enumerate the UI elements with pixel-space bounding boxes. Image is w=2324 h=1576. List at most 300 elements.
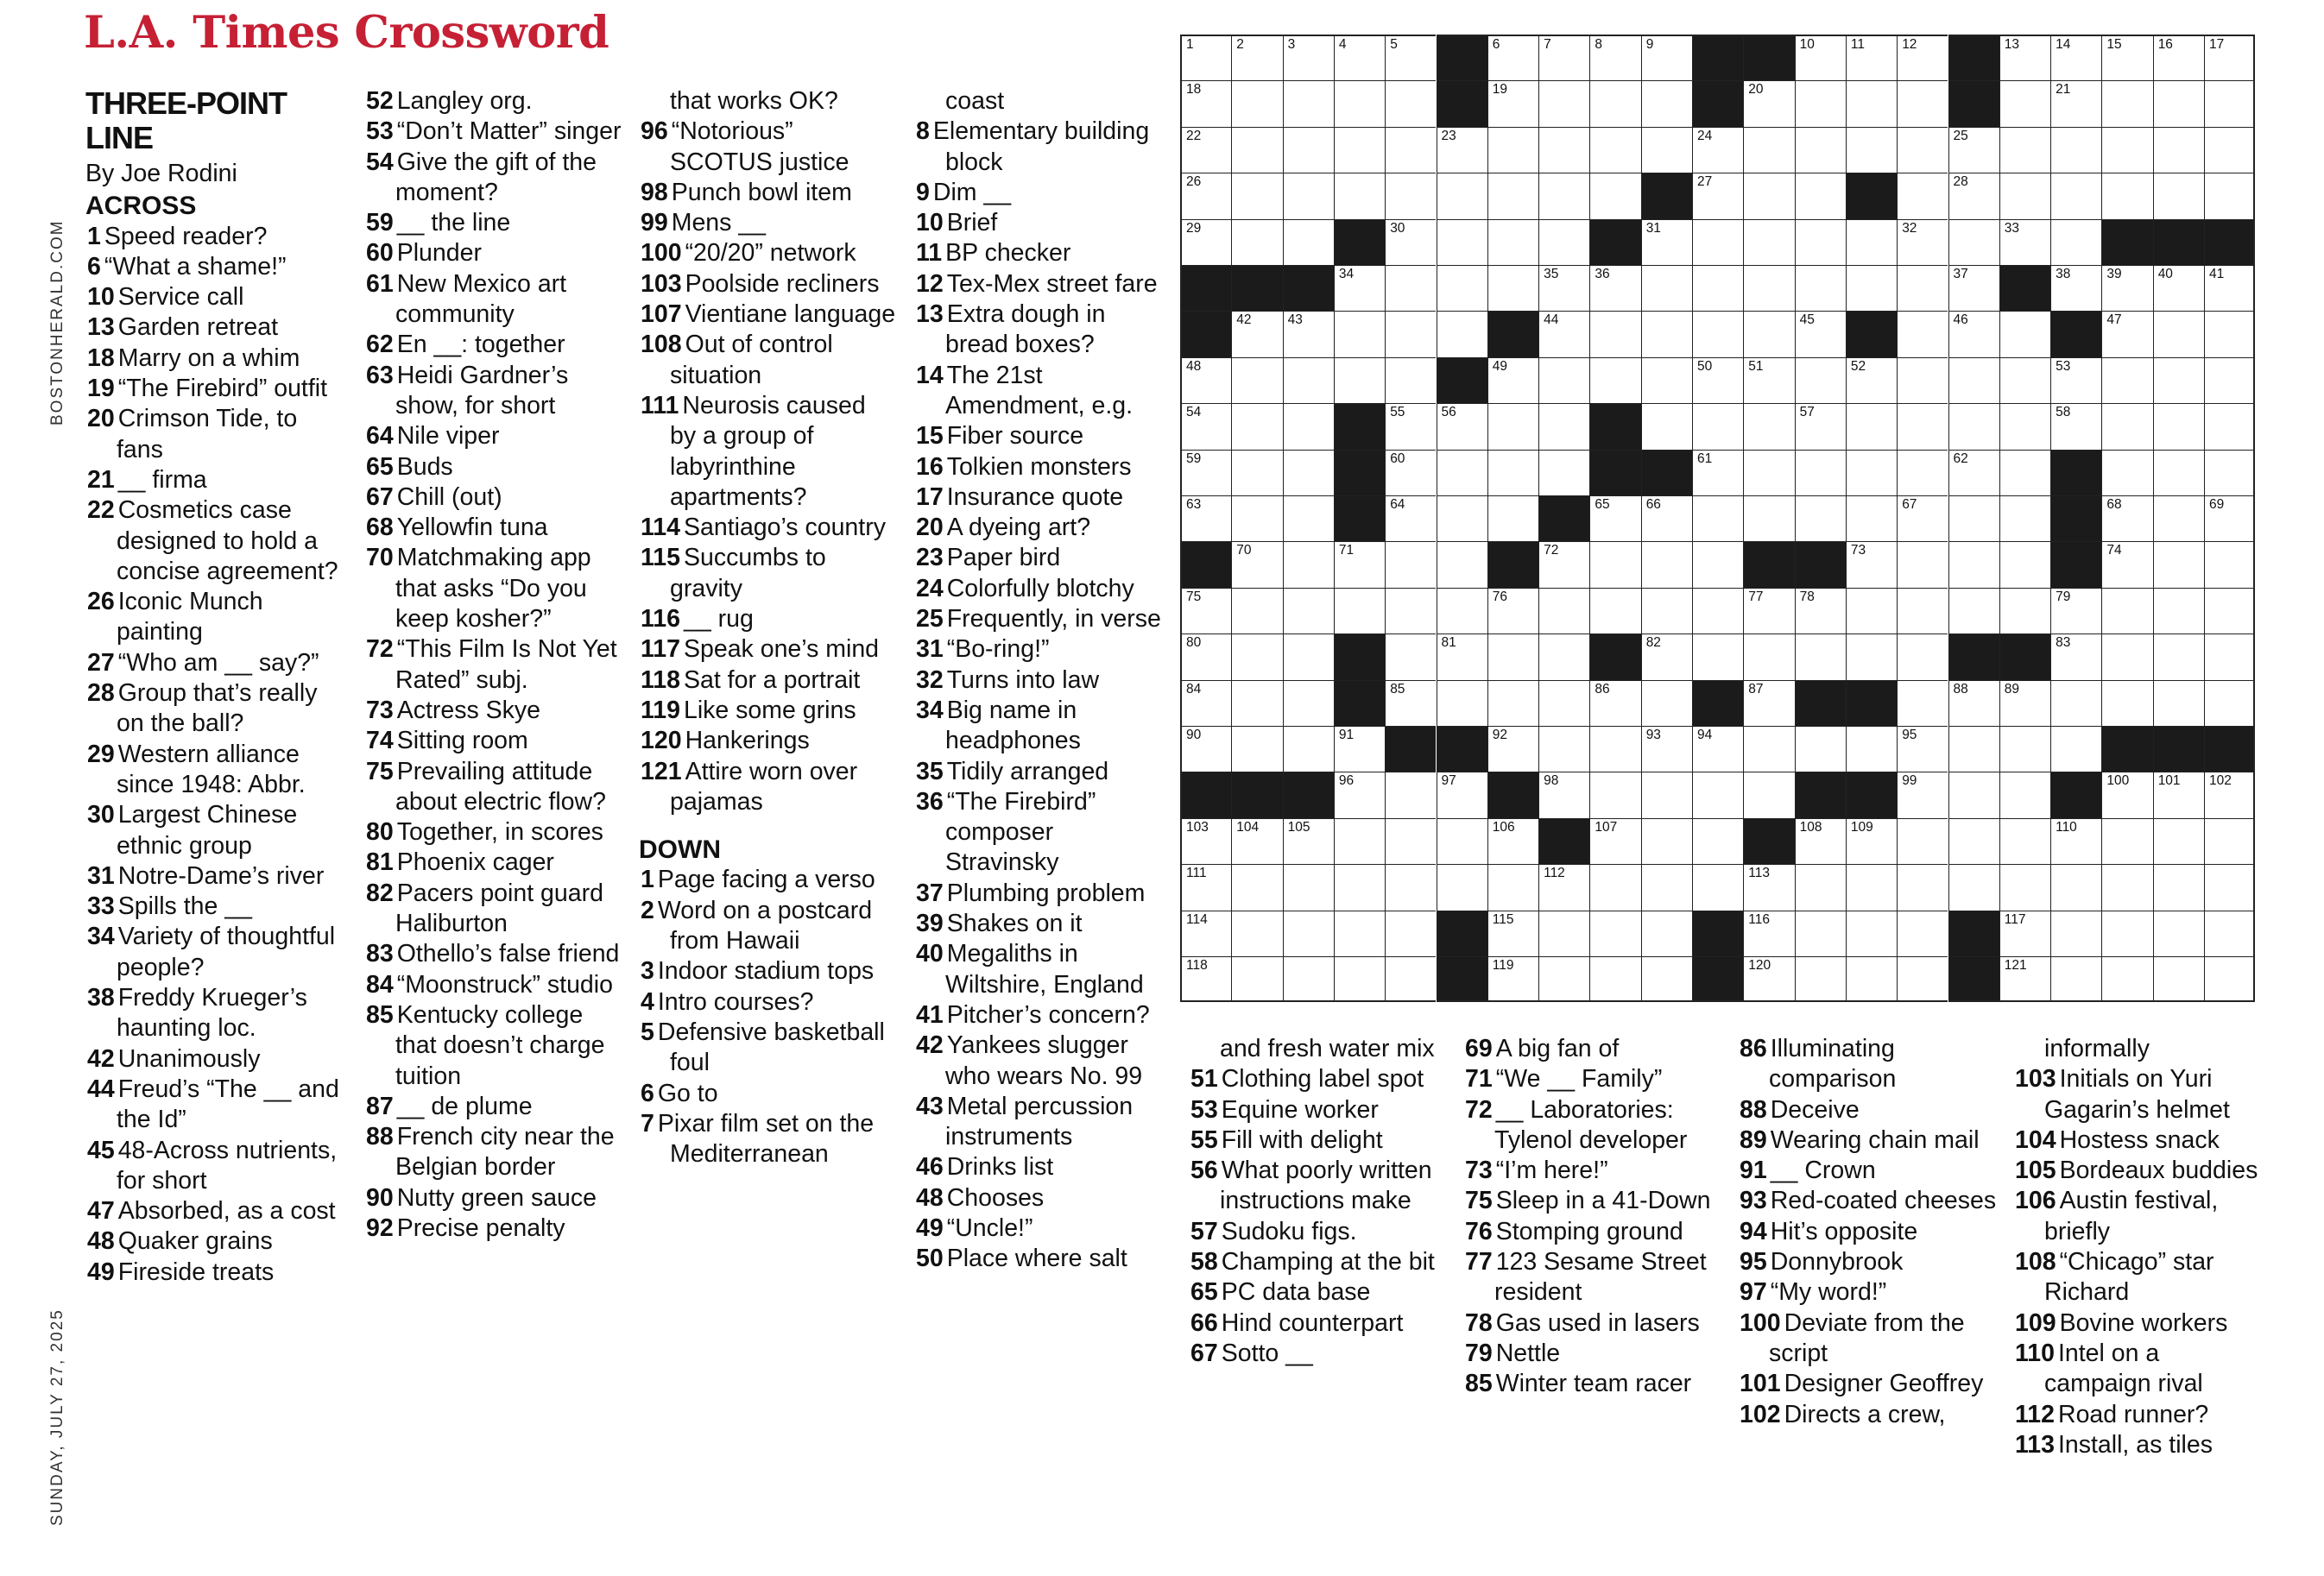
grid-cell[interactable] bbox=[1846, 35, 1897, 80]
grid-cell[interactable] bbox=[1538, 450, 1589, 495]
grid-cell[interactable] bbox=[1641, 357, 1692, 403]
grid-cell[interactable] bbox=[1743, 911, 1794, 956]
grid-cell[interactable] bbox=[1897, 450, 1948, 495]
grid-cell[interactable] bbox=[1589, 35, 1640, 80]
grid-cell[interactable] bbox=[1334, 265, 1385, 311]
grid-cell[interactable] bbox=[2204, 127, 2255, 173]
grid-cell[interactable] bbox=[1334, 173, 1385, 218]
grid-cell[interactable] bbox=[1487, 588, 1538, 634]
grid-cell[interactable] bbox=[2153, 956, 2204, 1002]
grid-cell[interactable] bbox=[1897, 680, 1948, 726]
grid-cell[interactable] bbox=[1692, 450, 1743, 495]
grid-cell[interactable] bbox=[1846, 634, 1897, 679]
grid-cell[interactable] bbox=[1641, 403, 1692, 449]
grid-cell[interactable] bbox=[1283, 219, 1334, 265]
grid-cell[interactable] bbox=[1948, 495, 1999, 541]
grid-cell[interactable] bbox=[1283, 864, 1334, 910]
grid-cell[interactable] bbox=[2204, 541, 2255, 587]
grid-cell[interactable] bbox=[1231, 634, 1282, 679]
grid-cell[interactable] bbox=[1538, 956, 1589, 1002]
grid-cell[interactable] bbox=[1437, 588, 1487, 634]
grid-cell[interactable] bbox=[1692, 588, 1743, 634]
grid-cell[interactable] bbox=[1385, 265, 1436, 311]
grid-cell[interactable] bbox=[1589, 680, 1640, 726]
grid-cell[interactable] bbox=[1231, 357, 1282, 403]
grid-cell[interactable] bbox=[1795, 173, 1846, 218]
grid-cell[interactable] bbox=[1231, 35, 1282, 80]
grid-cell[interactable] bbox=[1795, 219, 1846, 265]
grid-cell[interactable] bbox=[1437, 450, 1487, 495]
grid-cell[interactable] bbox=[2101, 772, 2152, 817]
grid-cell[interactable] bbox=[1180, 80, 1231, 126]
grid-cell[interactable] bbox=[1999, 403, 2050, 449]
grid-cell[interactable] bbox=[1846, 219, 1897, 265]
grid-cell[interactable] bbox=[1180, 726, 1231, 772]
grid-cell[interactable] bbox=[1538, 864, 1589, 910]
grid-cell[interactable] bbox=[1231, 311, 1282, 356]
grid-cell[interactable] bbox=[2101, 357, 2152, 403]
grid-cell[interactable] bbox=[1334, 357, 1385, 403]
grid-cell[interactable] bbox=[1743, 80, 1794, 126]
grid-cell[interactable] bbox=[1538, 35, 1589, 80]
grid-cell[interactable] bbox=[1743, 956, 1794, 1002]
grid-cell[interactable] bbox=[1487, 403, 1538, 449]
grid-cell[interactable] bbox=[1487, 450, 1538, 495]
grid-cell[interactable] bbox=[1999, 588, 2050, 634]
grid-cell[interactable] bbox=[1180, 35, 1231, 80]
grid-cell[interactable] bbox=[1641, 495, 1692, 541]
grid-cell[interactable] bbox=[1231, 450, 1282, 495]
grid-cell[interactable] bbox=[1487, 911, 1538, 956]
grid-cell[interactable] bbox=[1385, 35, 1436, 80]
grid-cell[interactable] bbox=[1283, 911, 1334, 956]
grid-cell[interactable] bbox=[1538, 173, 1589, 218]
grid-cell[interactable] bbox=[1538, 265, 1589, 311]
grid-cell[interactable] bbox=[1385, 450, 1436, 495]
grid-cell[interactable] bbox=[2204, 634, 2255, 679]
grid-cell[interactable] bbox=[1795, 495, 1846, 541]
grid-cell[interactable] bbox=[1999, 127, 2050, 173]
grid-cell[interactable] bbox=[1334, 772, 1385, 817]
grid-cell[interactable] bbox=[2204, 911, 2255, 956]
grid-cell[interactable] bbox=[1795, 956, 1846, 1002]
grid-cell[interactable] bbox=[1641, 680, 1692, 726]
grid-cell[interactable] bbox=[1334, 864, 1385, 910]
grid-cell[interactable] bbox=[1589, 265, 1640, 311]
grid-cell[interactable] bbox=[1846, 956, 1897, 1002]
grid-cell[interactable] bbox=[2101, 680, 2152, 726]
grid-cell[interactable] bbox=[1692, 219, 1743, 265]
grid-cell[interactable] bbox=[1897, 634, 1948, 679]
grid-cell[interactable] bbox=[1897, 127, 1948, 173]
grid-cell[interactable] bbox=[2153, 680, 2204, 726]
grid-cell[interactable] bbox=[1487, 818, 1538, 864]
grid-cell[interactable] bbox=[2050, 403, 2101, 449]
grid-cell[interactable] bbox=[1743, 173, 1794, 218]
grid-cell[interactable] bbox=[1897, 772, 1948, 817]
grid-cell[interactable] bbox=[1437, 680, 1487, 726]
grid-cell[interactable] bbox=[1795, 403, 1846, 449]
grid-cell[interactable] bbox=[1283, 588, 1334, 634]
grid-cell[interactable] bbox=[1538, 911, 1589, 956]
grid-cell[interactable] bbox=[2101, 35, 2152, 80]
grid-cell[interactable] bbox=[1692, 495, 1743, 541]
grid-cell[interactable] bbox=[2153, 495, 2204, 541]
grid-cell[interactable] bbox=[1999, 864, 2050, 910]
grid-cell[interactable] bbox=[1692, 634, 1743, 679]
grid-cell[interactable] bbox=[2204, 403, 2255, 449]
grid-cell[interactable] bbox=[1897, 35, 1948, 80]
grid-cell[interactable] bbox=[1692, 127, 1743, 173]
grid-cell[interactable] bbox=[1795, 127, 1846, 173]
grid-cell[interactable] bbox=[1897, 265, 1948, 311]
grid-cell[interactable] bbox=[1948, 219, 1999, 265]
grid-cell[interactable] bbox=[1795, 311, 1846, 356]
grid-cell[interactable] bbox=[1692, 864, 1743, 910]
grid-cell[interactable] bbox=[1487, 864, 1538, 910]
grid-cell[interactable] bbox=[1180, 818, 1231, 864]
grid-cell[interactable] bbox=[1385, 173, 1436, 218]
grid-cell[interactable] bbox=[2101, 818, 2152, 864]
grid-cell[interactable] bbox=[1487, 173, 1538, 218]
grid-cell[interactable] bbox=[2101, 588, 2152, 634]
grid-cell[interactable] bbox=[1795, 634, 1846, 679]
grid-cell[interactable] bbox=[1231, 818, 1282, 864]
grid-cell[interactable] bbox=[1999, 818, 2050, 864]
grid-cell[interactable] bbox=[1385, 127, 1436, 173]
grid-cell[interactable] bbox=[1743, 588, 1794, 634]
grid-cell[interactable] bbox=[2050, 911, 2101, 956]
grid-cell[interactable] bbox=[2153, 450, 2204, 495]
grid-cell[interactable] bbox=[1231, 864, 1282, 910]
grid-cell[interactable] bbox=[1692, 403, 1743, 449]
grid-cell[interactable] bbox=[1180, 588, 1231, 634]
grid-cell[interactable] bbox=[1641, 956, 1692, 1002]
grid-cell[interactable] bbox=[2050, 680, 2101, 726]
grid-cell[interactable] bbox=[1846, 80, 1897, 126]
grid-cell[interactable] bbox=[1589, 726, 1640, 772]
grid-cell[interactable] bbox=[1692, 818, 1743, 864]
grid-cell[interactable] bbox=[1487, 680, 1538, 726]
grid-cell[interactable] bbox=[1283, 403, 1334, 449]
grid-cell[interactable] bbox=[1846, 495, 1897, 541]
grid-cell[interactable] bbox=[1948, 311, 1999, 356]
grid-cell[interactable] bbox=[1487, 495, 1538, 541]
grid-cell[interactable] bbox=[1385, 634, 1436, 679]
grid-cell[interactable] bbox=[1846, 450, 1897, 495]
grid-cell[interactable] bbox=[1385, 403, 1436, 449]
grid-cell[interactable] bbox=[1231, 726, 1282, 772]
grid-cell[interactable] bbox=[1948, 403, 1999, 449]
grid-cell[interactable] bbox=[1231, 127, 1282, 173]
grid-cell[interactable] bbox=[1283, 495, 1334, 541]
grid-cell[interactable] bbox=[2101, 956, 2152, 1002]
grid-cell[interactable] bbox=[1385, 818, 1436, 864]
grid-cell[interactable] bbox=[2101, 403, 2152, 449]
grid-cell[interactable] bbox=[1283, 35, 1334, 80]
grid-cell[interactable] bbox=[2153, 911, 2204, 956]
grid-cell[interactable] bbox=[2101, 173, 2152, 218]
grid-cell[interactable] bbox=[2050, 35, 2101, 80]
grid-cell[interactable] bbox=[2050, 127, 2101, 173]
grid-cell[interactable] bbox=[1283, 726, 1334, 772]
grid-cell[interactable] bbox=[1846, 911, 1897, 956]
grid-cell[interactable] bbox=[1897, 726, 1948, 772]
grid-cell[interactable] bbox=[1231, 80, 1282, 126]
grid-cell[interactable] bbox=[1538, 311, 1589, 356]
grid-cell[interactable] bbox=[1999, 541, 2050, 587]
grid-cell[interactable] bbox=[1641, 864, 1692, 910]
grid-cell[interactable] bbox=[1334, 35, 1385, 80]
grid-cell[interactable] bbox=[1487, 80, 1538, 126]
grid-cell[interactable] bbox=[1743, 680, 1794, 726]
grid-cell[interactable] bbox=[2153, 127, 2204, 173]
grid-cell[interactable] bbox=[1385, 495, 1436, 541]
grid-cell[interactable] bbox=[1641, 588, 1692, 634]
grid-cell[interactable] bbox=[1948, 127, 1999, 173]
grid-cell[interactable] bbox=[2050, 173, 2101, 218]
grid-cell[interactable] bbox=[2153, 541, 2204, 587]
grid-cell[interactable] bbox=[1846, 357, 1897, 403]
grid-cell[interactable] bbox=[2050, 265, 2101, 311]
grid-cell[interactable] bbox=[1283, 956, 1334, 1002]
grid-cell[interactable] bbox=[1385, 680, 1436, 726]
grid-cell[interactable] bbox=[1999, 35, 2050, 80]
grid-cell[interactable] bbox=[1795, 80, 1846, 126]
grid-cell[interactable] bbox=[2153, 80, 2204, 126]
grid-cell[interactable] bbox=[1743, 726, 1794, 772]
grid-cell[interactable] bbox=[1641, 634, 1692, 679]
grid-cell[interactable] bbox=[1437, 127, 1487, 173]
grid-cell[interactable] bbox=[1180, 956, 1231, 1002]
grid-cell[interactable] bbox=[1283, 450, 1334, 495]
grid-cell[interactable] bbox=[1743, 311, 1794, 356]
grid-cell[interactable] bbox=[1283, 127, 1334, 173]
grid-cell[interactable] bbox=[1385, 588, 1436, 634]
grid-cell[interactable] bbox=[1589, 173, 1640, 218]
grid-cell[interactable] bbox=[1334, 311, 1385, 356]
grid-cell[interactable] bbox=[1743, 127, 1794, 173]
grid-cell[interactable] bbox=[2101, 541, 2152, 587]
grid-cell[interactable] bbox=[1948, 173, 1999, 218]
grid-cell[interactable] bbox=[1692, 265, 1743, 311]
grid-cell[interactable] bbox=[2204, 588, 2255, 634]
grid-cell[interactable] bbox=[1334, 80, 1385, 126]
grid-cell[interactable] bbox=[1948, 588, 1999, 634]
grid-cell[interactable] bbox=[2050, 864, 2101, 910]
grid-cell[interactable] bbox=[1437, 219, 1487, 265]
grid-cell[interactable] bbox=[1385, 864, 1436, 910]
grid-cell[interactable] bbox=[1437, 403, 1487, 449]
grid-cell[interactable] bbox=[1795, 911, 1846, 956]
grid-cell[interactable] bbox=[1437, 173, 1487, 218]
grid-cell[interactable] bbox=[1641, 80, 1692, 126]
grid-cell[interactable] bbox=[2101, 864, 2152, 910]
grid-cell[interactable] bbox=[1743, 450, 1794, 495]
grid-cell[interactable] bbox=[1180, 864, 1231, 910]
grid-cell[interactable] bbox=[1641, 219, 1692, 265]
grid-cell[interactable] bbox=[1692, 541, 1743, 587]
grid-cell[interactable] bbox=[1589, 956, 1640, 1002]
grid-cell[interactable] bbox=[1743, 219, 1794, 265]
grid-cell[interactable] bbox=[1538, 219, 1589, 265]
grid-cell[interactable] bbox=[1948, 541, 1999, 587]
grid-cell[interactable] bbox=[1180, 634, 1231, 679]
grid-cell[interactable] bbox=[1538, 680, 1589, 726]
grid-cell[interactable] bbox=[1334, 726, 1385, 772]
grid-cell[interactable] bbox=[2204, 956, 2255, 1002]
grid-cell[interactable] bbox=[1283, 680, 1334, 726]
grid-cell[interactable] bbox=[1231, 541, 1282, 587]
grid-cell[interactable] bbox=[1334, 127, 1385, 173]
grid-cell[interactable] bbox=[1795, 357, 1846, 403]
grid-cell[interactable] bbox=[1385, 772, 1436, 817]
grid-cell[interactable] bbox=[1641, 541, 1692, 587]
grid-cell[interactable] bbox=[2153, 265, 2204, 311]
grid-cell[interactable] bbox=[1692, 357, 1743, 403]
grid-cell[interactable] bbox=[1897, 219, 1948, 265]
grid-cell[interactable] bbox=[1487, 956, 1538, 1002]
grid-cell[interactable] bbox=[1437, 818, 1487, 864]
grid-cell[interactable] bbox=[1897, 403, 1948, 449]
grid-cell[interactable] bbox=[1283, 541, 1334, 587]
grid-cell[interactable] bbox=[1180, 127, 1231, 173]
grid-cell[interactable] bbox=[2204, 35, 2255, 80]
grid-cell[interactable] bbox=[1437, 311, 1487, 356]
grid-cell[interactable] bbox=[1897, 311, 1948, 356]
grid-cell[interactable] bbox=[1283, 357, 1334, 403]
grid-cell[interactable] bbox=[1283, 311, 1334, 356]
grid-cell[interactable] bbox=[1487, 35, 1538, 80]
grid-cell[interactable] bbox=[1180, 219, 1231, 265]
grid-cell[interactable] bbox=[1795, 818, 1846, 864]
grid-cell[interactable] bbox=[2153, 173, 2204, 218]
grid-cell[interactable] bbox=[1846, 864, 1897, 910]
grid-cell[interactable] bbox=[1589, 127, 1640, 173]
grid-cell[interactable] bbox=[1897, 357, 1948, 403]
grid-cell[interactable] bbox=[1385, 219, 1436, 265]
grid-cell[interactable] bbox=[1948, 864, 1999, 910]
grid-cell[interactable] bbox=[1538, 726, 1589, 772]
grid-cell[interactable] bbox=[1437, 495, 1487, 541]
grid-cell[interactable] bbox=[2204, 772, 2255, 817]
grid-cell[interactable] bbox=[1641, 311, 1692, 356]
grid-cell[interactable] bbox=[1589, 541, 1640, 587]
grid-cell[interactable] bbox=[2050, 726, 2101, 772]
grid-cell[interactable] bbox=[1589, 818, 1640, 864]
grid-cell[interactable] bbox=[1180, 450, 1231, 495]
grid-cell[interactable] bbox=[1692, 772, 1743, 817]
grid-cell[interactable] bbox=[2050, 219, 2101, 265]
grid-cell[interactable] bbox=[1948, 726, 1999, 772]
grid-cell[interactable] bbox=[1795, 450, 1846, 495]
grid-cell[interactable] bbox=[1897, 911, 1948, 956]
grid-cell[interactable] bbox=[2153, 311, 2204, 356]
grid-cell[interactable] bbox=[1180, 357, 1231, 403]
grid-cell[interactable] bbox=[2050, 80, 2101, 126]
grid-cell[interactable] bbox=[1641, 772, 1692, 817]
grid-cell[interactable] bbox=[1795, 35, 1846, 80]
grid-cell[interactable] bbox=[1795, 864, 1846, 910]
grid-cell[interactable] bbox=[1846, 127, 1897, 173]
grid-cell[interactable] bbox=[2153, 772, 2204, 817]
grid-cell[interactable] bbox=[1334, 541, 1385, 587]
grid-cell[interactable] bbox=[2204, 495, 2255, 541]
grid-cell[interactable] bbox=[1385, 311, 1436, 356]
grid-cell[interactable] bbox=[1795, 588, 1846, 634]
grid-cell[interactable] bbox=[1487, 357, 1538, 403]
grid-cell[interactable] bbox=[1743, 265, 1794, 311]
grid-cell[interactable] bbox=[1385, 357, 1436, 403]
grid-cell[interactable] bbox=[1743, 864, 1794, 910]
grid-cell[interactable] bbox=[2050, 818, 2101, 864]
grid-cell[interactable] bbox=[1999, 357, 2050, 403]
grid-cell[interactable] bbox=[1948, 450, 1999, 495]
grid-cell[interactable] bbox=[1692, 726, 1743, 772]
grid-cell[interactable] bbox=[1846, 726, 1897, 772]
grid-cell[interactable] bbox=[1846, 541, 1897, 587]
grid-cell[interactable] bbox=[1743, 357, 1794, 403]
grid-cell[interactable] bbox=[1180, 680, 1231, 726]
grid-cell[interactable] bbox=[1948, 818, 1999, 864]
grid-cell[interactable] bbox=[1999, 956, 2050, 1002]
grid-cell[interactable] bbox=[1999, 911, 2050, 956]
grid-cell[interactable] bbox=[2153, 864, 2204, 910]
grid-cell[interactable] bbox=[1231, 173, 1282, 218]
grid-cell[interactable] bbox=[1231, 680, 1282, 726]
grid-cell[interactable] bbox=[1437, 634, 1487, 679]
grid-cell[interactable] bbox=[2204, 311, 2255, 356]
grid-cell[interactable] bbox=[1231, 588, 1282, 634]
grid-cell[interactable] bbox=[1641, 818, 1692, 864]
grid-cell[interactable] bbox=[1999, 311, 2050, 356]
grid-cell[interactable] bbox=[1999, 219, 2050, 265]
grid-cell[interactable] bbox=[1334, 911, 1385, 956]
grid-cell[interactable] bbox=[1231, 911, 1282, 956]
grid-cell[interactable] bbox=[1487, 127, 1538, 173]
grid-cell[interactable] bbox=[1487, 219, 1538, 265]
grid-cell[interactable] bbox=[1795, 265, 1846, 311]
grid-cell[interactable] bbox=[1897, 956, 1948, 1002]
grid-cell[interactable] bbox=[1538, 588, 1589, 634]
grid-cell[interactable] bbox=[2204, 80, 2255, 126]
grid-cell[interactable] bbox=[1846, 818, 1897, 864]
grid-cell[interactable] bbox=[1589, 80, 1640, 126]
grid-cell[interactable] bbox=[1538, 772, 1589, 817]
grid-cell[interactable] bbox=[1897, 588, 1948, 634]
grid-cell[interactable] bbox=[1897, 818, 1948, 864]
grid-cell[interactable] bbox=[2153, 588, 2204, 634]
grid-cell[interactable] bbox=[1589, 311, 1640, 356]
grid-cell[interactable] bbox=[1437, 864, 1487, 910]
grid-cell[interactable] bbox=[1180, 911, 1231, 956]
grid-cell[interactable] bbox=[1231, 956, 1282, 1002]
grid-cell[interactable] bbox=[1283, 80, 1334, 126]
grid-cell[interactable] bbox=[2101, 311, 2152, 356]
grid-cell[interactable] bbox=[2101, 634, 2152, 679]
grid-cell[interactable] bbox=[1283, 173, 1334, 218]
grid-cell[interactable] bbox=[1283, 818, 1334, 864]
grid-cell[interactable] bbox=[2153, 634, 2204, 679]
grid-cell[interactable] bbox=[1846, 588, 1897, 634]
grid-cell[interactable] bbox=[2204, 818, 2255, 864]
grid-cell[interactable] bbox=[2153, 357, 2204, 403]
grid-cell[interactable] bbox=[2153, 35, 2204, 80]
grid-cell[interactable] bbox=[1437, 772, 1487, 817]
grid-cell[interactable] bbox=[1897, 173, 1948, 218]
grid-cell[interactable] bbox=[1180, 173, 1231, 218]
grid-cell[interactable] bbox=[1743, 634, 1794, 679]
